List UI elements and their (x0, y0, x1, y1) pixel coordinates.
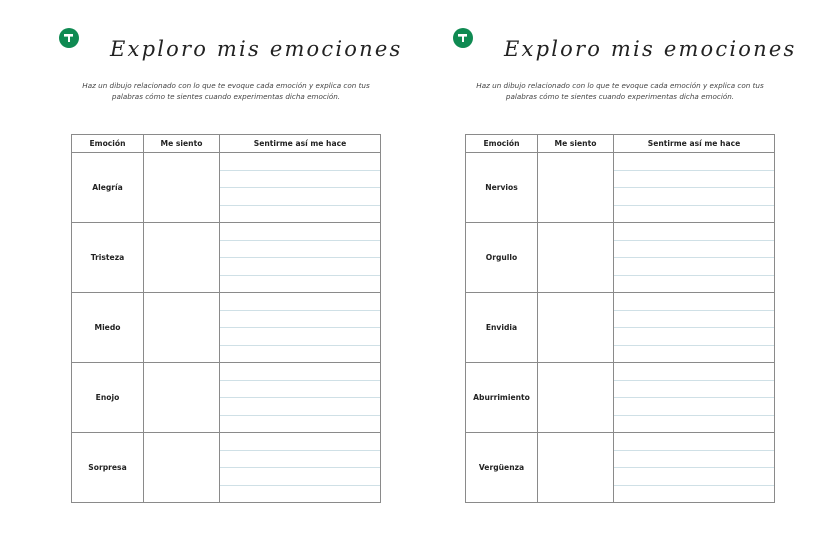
emotion-label: Tristeza (72, 223, 144, 293)
header-emocion: Emoción (72, 135, 144, 153)
emotion-label: Envidia (466, 293, 538, 363)
sentirme-writing-cell[interactable] (220, 363, 381, 433)
sentirme-writing-cell[interactable] (220, 433, 381, 503)
table-row (72, 363, 381, 433)
table-row (72, 153, 381, 223)
page-title: Exploro mis emociones (504, 37, 797, 61)
sentirme-writing-cell[interactable] (220, 293, 381, 363)
emotion-label: Orgullo (466, 223, 538, 293)
emotion-label: Miedo (72, 293, 144, 363)
me-siento-drawing-cell[interactable] (144, 223, 220, 293)
me-siento-drawing-cell[interactable] (144, 153, 220, 223)
table-row (466, 223, 775, 293)
page-title: Exploro mis emociones (110, 37, 403, 61)
me-siento-drawing-cell[interactable] (538, 293, 614, 363)
emotion-label: Aburrimiento (466, 363, 538, 433)
table-header-row (466, 135, 775, 153)
emotions-table (465, 134, 775, 503)
me-siento-drawing-cell[interactable] (538, 223, 614, 293)
header-me-siento: Me siento (538, 135, 614, 153)
sentirme-writing-cell[interactable] (614, 293, 775, 363)
table-header-row (72, 135, 381, 153)
header-me-siento: Me siento (144, 135, 220, 153)
me-siento-drawing-cell[interactable] (538, 363, 614, 433)
table-row (72, 223, 381, 293)
sentirme-writing-cell[interactable] (220, 153, 381, 223)
sentirme-writing-cell[interactable] (614, 433, 775, 503)
pencil-icon (59, 28, 79, 48)
sentirme-writing-cell[interactable] (220, 223, 381, 293)
me-siento-drawing-cell[interactable] (144, 433, 220, 503)
table-row (466, 153, 775, 223)
emotion-label: Sorpresa (72, 433, 144, 503)
sentirme-writing-cell[interactable] (614, 153, 775, 223)
table-row (72, 293, 381, 363)
me-siento-drawing-cell[interactable] (538, 153, 614, 223)
header-sentirme: Sentirme así me hace (614, 135, 775, 153)
instructions: Haz un dibujo relacionado con lo que te evoque cada emoción y explica con tus palabras cómo te sientes cuando experimentas dicha emoción. (82, 81, 370, 101)
emotion-label: Enojo (72, 363, 144, 433)
worksheet-page-right (394, 0, 814, 548)
pencil-icon (453, 28, 473, 48)
emotion-label: Alegría (72, 153, 144, 223)
emotion-label: Nervios (466, 153, 538, 223)
me-siento-drawing-cell[interactable] (144, 363, 220, 433)
sentirme-writing-cell[interactable] (614, 363, 775, 433)
table-row (466, 293, 775, 363)
table-row (466, 363, 775, 433)
sentirme-writing-cell[interactable] (614, 223, 775, 293)
emotion-label: Vergüenza (466, 433, 538, 503)
table-row (72, 433, 381, 503)
me-siento-drawing-cell[interactable] (538, 433, 614, 503)
header-sentirme: Sentirme así me hace (220, 135, 381, 153)
instructions: Haz un dibujo relacionado con lo que te evoque cada emoción y explica con tus palabras cómo te sientes cuando experimentas dicha emoción. (476, 81, 764, 101)
emotions-table (71, 134, 381, 503)
header-emocion: Emoción (466, 135, 538, 153)
me-siento-drawing-cell[interactable] (144, 293, 220, 363)
table-row (466, 433, 775, 503)
